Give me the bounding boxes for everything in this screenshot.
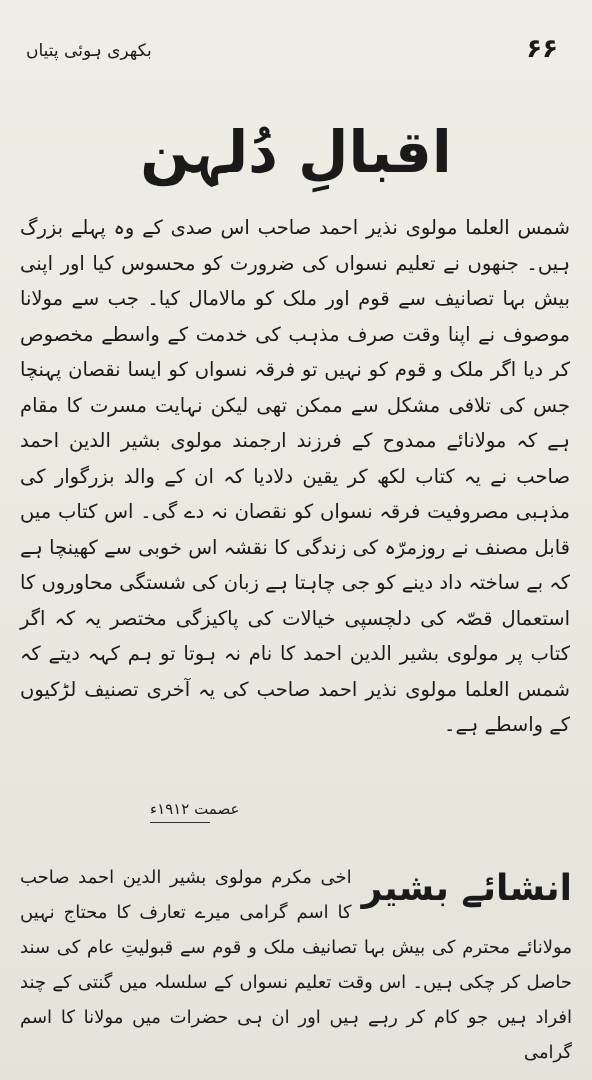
body-paragraph: شمس العلما مولوی نذیر احمد صاحب اس صدی کے وہ پہلے بزرگ ہیں۔ جنھوں نے تعلیم نسواں کی ضرورت کو محسوس کیا اور اپنی بیش بہا تصانیف سے قوم اور ملک کو مالامال کیا۔ جب سے مولانا موصوف نے اپنا وقت صرف مذہب کی خدمت کے واسطے مخصوص کر دیا اگر ملک و قوم کو نہیں تو فرقہ نسواں کو ایسا نقصان پہنچا جس کی تلافی مشکل سے ممکن تھی لیکن نہایت مسرت کا مقام ہے کہ مولانائے ممدوح کے فرزند ارجمند مولوی بشیر الدین احمد صاحب نے یہ کتاب لکھ کر یقین دلادیا کہ ان کے والد بزرگوار کی مذہبی مصروفیت فرقہ نسواں کو نقصان نہ دے گی۔ اس کتاب میں قابل مصنف نے روزمرّہ کی زندگی کا نقشہ اس خوبی سے کھینچا ہے کہ بے ساختہ داد دینے کو جی چاہتا ہے زبان کی شستگی محاوروں کا استعمال قصّہ کی دلچسپی خیالات کی پاکیزگی مختصر یہ کہ اگر کتاب پر مولوی بشیر الدین احمد کا نام نہ ہوتا تو ہم کہہ دیتے کہ شمس العلما مولوی نذیر احمد صاحب کی یہ آخری تصنیف لڑکیوں کے واسطے ہے۔ — [20, 216, 570, 736]
signature: عصمت ۱۹۱۲ء — [150, 800, 240, 818]
body-text — [20, 210, 570, 743]
chapter-title: اقبالِ دُلہن — [140, 118, 452, 186]
section-paragraph: اخی مکرم مولوی بشیر الدین احمد صاحب کا اسم گرامی میرے تعارف کا محتاج نہیں مولانائے محترم کی بیش بہا تصانیف ملک و قوم سے قبولیتِ عام کی سند حاصل کر چکی ہیں۔ اس وقت تعلیم نسواں کے سلسلہ میں گنتی کے چند افراد ہیں جو کام کر رہے ہیں اور ان ہی حضرات میں مولانا کا اسم گرامی — [20, 867, 572, 1063]
section-heading: انشائے بشیر — [361, 868, 572, 909]
signature-underline — [150, 822, 210, 823]
page-number: ۶۶ — [526, 34, 558, 64]
running-header-title: بکھری ہوئی پتیاں — [26, 41, 152, 61]
section — [20, 860, 572, 1070]
